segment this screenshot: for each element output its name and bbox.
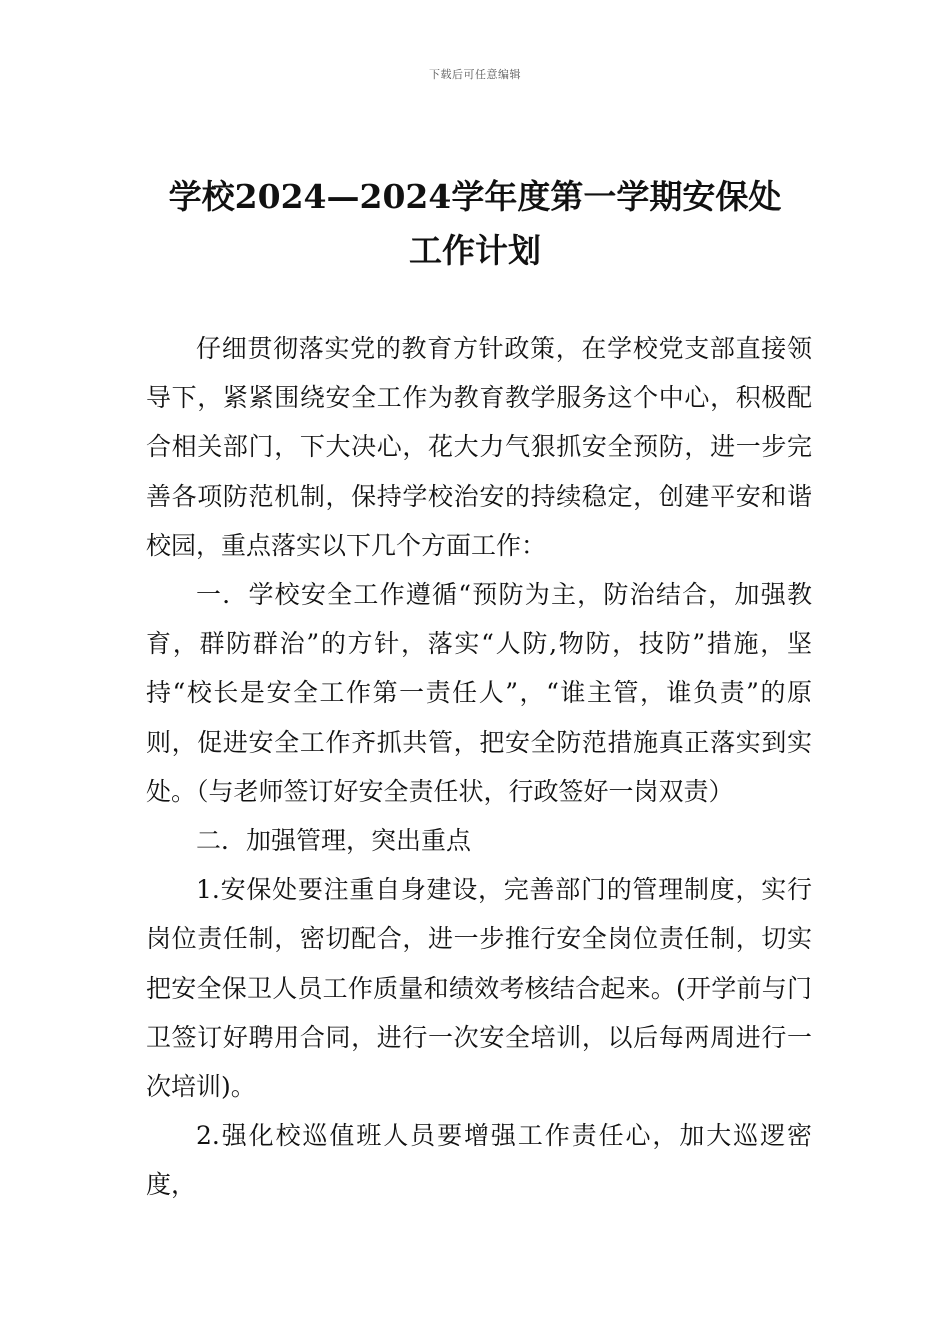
document-body [146, 324, 812, 1210]
title-line-2: 工作计划 [409, 231, 541, 270]
intro-paragraph: 仔细贯彻落实党的教育方针政策，在学校党支部直接领导下，紧紧围绕安全工作为教育教学服务这个中心，积极配合相关部门，下大决心，花大力气狠抓安全预防，进一步完善各项防范机制，保持学校治安的持续稳定，创建平安和谐校园，重点落实以下几个方面工作： [146, 334, 812, 560]
header-note: 下载后可任意编辑 [429, 68, 521, 81]
document-title [100, 170, 850, 278]
item-one-paragraph: 1.安保处要注重自身建设，完善部门的管理制度，实行岗位责任制，密切配合，进一步推行安全岗位责任制，切实把安全保卫人员工作质量和绩效考核结合起来。(开学前与门卫签订好聘用合同，进行一次安全培训，以后每两周进行一次培训)。 [146, 875, 812, 1102]
item-two-paragraph: 2.强化校巡值班人员要增强工作责任心，加大巡逻密度， [146, 1121, 812, 1200]
section-one-paragraph: 一．学校安全工作遵循“预防为主，防治结合，加强教育，群防群治”的方针，落实“人防,物防，技防”措施，坚持“校长是安全工作第一责任人”，“谁主管，谁负责”的原则，促进安全工作齐抓共管，把安全防范措施真正落实到实处。（与老师签订好安全责任状，行政签好一岗双责） [146, 580, 812, 806]
section-two-heading: 二．加强管理，突出重点 [196, 826, 472, 856]
title-line-1: 学校2024—2024学年度第一学期安保处 [168, 177, 782, 216]
